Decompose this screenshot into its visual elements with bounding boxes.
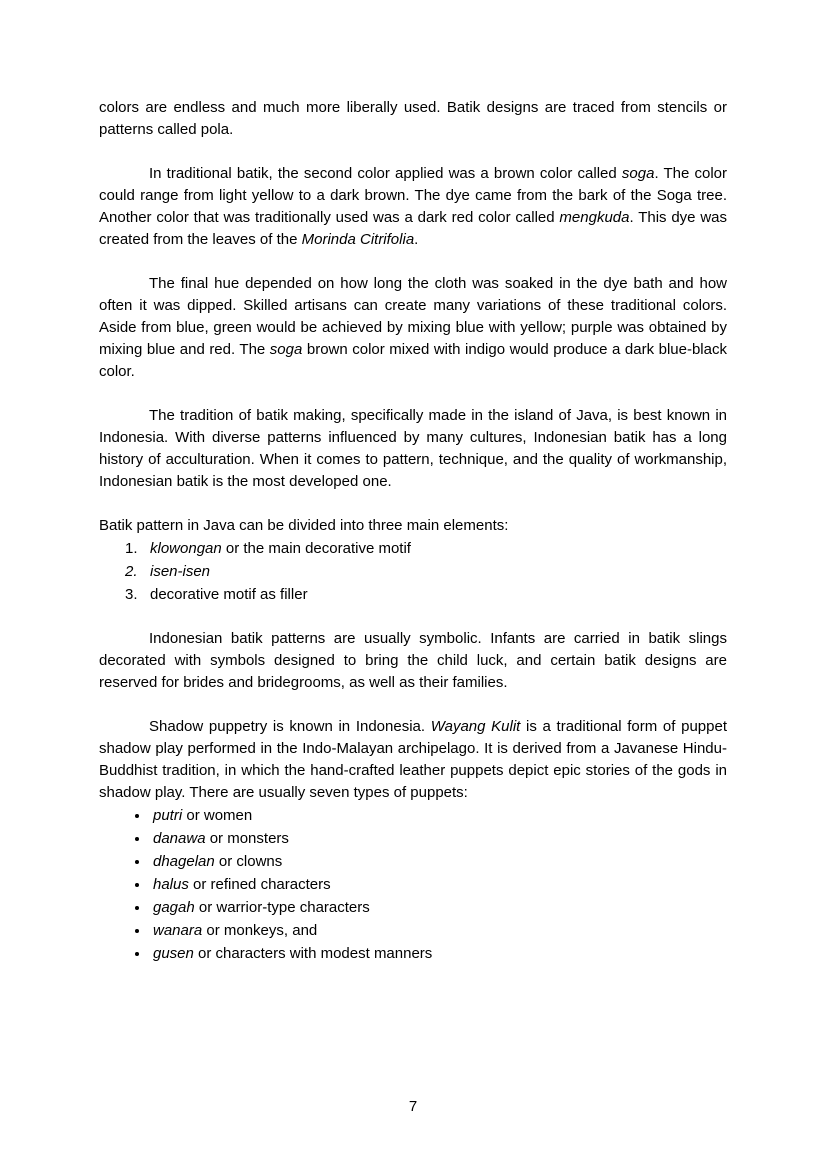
text-segment: Morinda Citrifolia (301, 231, 415, 248)
text-segment: danawa (153, 830, 206, 847)
paragraph-java-tradition (99, 405, 727, 493)
text-segment: is a traditional form of puppet shadow play performed in the Indo-Malayan archipelago. It is derived from a Javanese Hindu-Buddhist tradition, in which the hand-crafted leather puppets depict epic stories of the gods in shadow play. There are usually seven types of puppets: (99, 718, 727, 801)
text-segment: colors are endless and much more liberally used. Batik designs are traced from stencils or patterns called pola. (99, 99, 727, 138)
paragraph-soga-color (99, 163, 727, 251)
numbered-item-klowongan (99, 537, 727, 560)
text-segment: soga (269, 341, 303, 358)
text-segment: mengkuda (559, 209, 630, 226)
text-segment: brown color mixed with indigo would produce a dark blue-black color. (99, 341, 727, 380)
bullet-item-danawa (150, 827, 727, 850)
text-segment: 1. (125, 540, 138, 557)
text-segment: isen-isen (150, 563, 211, 580)
text-segment: Wayang Kulit (430, 718, 521, 735)
text-segment: Shadow puppetry is known in Indonesia. (149, 718, 431, 735)
text-segment: Batik pattern in Java can be divided into three main elements: (99, 517, 509, 534)
numbered-item-filler (99, 583, 727, 606)
list-number (125, 583, 150, 606)
text-segment: The final hue depended on how long the cloth was soaked in the dye bath and how often it was dipped. Skilled artisans can create many variations of these traditional colors. Aside from blue, green would be achieved by mixing blue with yellow; purple was obtained by mixing blue and red. The (99, 275, 727, 358)
numbered-list (99, 537, 727, 606)
bullet-item-putri (150, 804, 727, 827)
text-segment: dhagelan (153, 853, 215, 870)
text-segment: or women (182, 807, 253, 824)
text-segment: wanara (153, 922, 203, 939)
text-segment: . The color could range from light yellow to a dark brown. The dye came from the bark of the Soga tree. Another color that was traditionally used was a dark red color called (99, 165, 727, 226)
text-segment: or the main decorative motif (221, 540, 411, 557)
paragraph-wayang-kulit (99, 716, 727, 804)
text-segment: Indonesian batik patterns are usually symbolic. Infants are carried in batik slings decorated with symbols designed to bring the child luck, and certain batik designs are reserved for brides and bridegrooms, as well as their families. (99, 630, 727, 691)
paragraph-final-hue (99, 273, 727, 383)
text-segment: 2. (125, 563, 138, 580)
text-segment: decorative motif as filler (150, 586, 308, 603)
numbered-list-intro (99, 515, 727, 537)
bullet-item-halus (150, 873, 727, 896)
list-item-text (150, 583, 308, 606)
paragraph-symbolic-patterns (99, 628, 727, 694)
bullet-item-gusen (150, 942, 727, 965)
text-segment: gagah (153, 899, 195, 916)
paragraph-continuation (99, 97, 727, 141)
text-segment: The tradition of batik making, specifically made in the island of Java, is best known in Indonesia. With diverse patterns influenced by many cultures, Indonesian batik has a long history of acculturation. When it comes to pattern, technique, and the quality of workmanship, Indonesian batik is the most developed one. (99, 407, 727, 490)
text-segment: klowongan (150, 540, 222, 557)
text-segment: putri (153, 807, 183, 824)
text-segment: or clowns (214, 853, 283, 870)
text-segment: . (414, 231, 419, 248)
text-segment: or monsters (205, 830, 289, 847)
text-segment: or characters with modest manners (193, 945, 433, 962)
text-segment: 3. (125, 586, 138, 603)
text-segment: or monkeys, and (202, 922, 318, 939)
text-segment: . This dye was created from the leaves of the (99, 209, 727, 248)
puppet-types-list (99, 804, 727, 965)
text-segment: or warrior-type characters (194, 899, 370, 916)
bullet-item-dhagelan (150, 850, 727, 873)
list-item-text (150, 560, 210, 583)
text-segment: gusen (153, 945, 194, 962)
list-item-text (150, 537, 411, 560)
text-segment: soga (621, 165, 655, 182)
text-segment: In traditional batik, the second color applied was a brown color called (149, 165, 622, 182)
list-number (125, 537, 150, 560)
page-number: 7 (408, 1098, 418, 1115)
text-segment: halus (153, 876, 189, 893)
bullet-item-gagah (150, 896, 727, 919)
list-number (125, 560, 150, 583)
bullet-item-wanara (150, 919, 727, 942)
text-segment: or refined characters (188, 876, 331, 893)
numbered-item-isen-isen (99, 560, 727, 583)
